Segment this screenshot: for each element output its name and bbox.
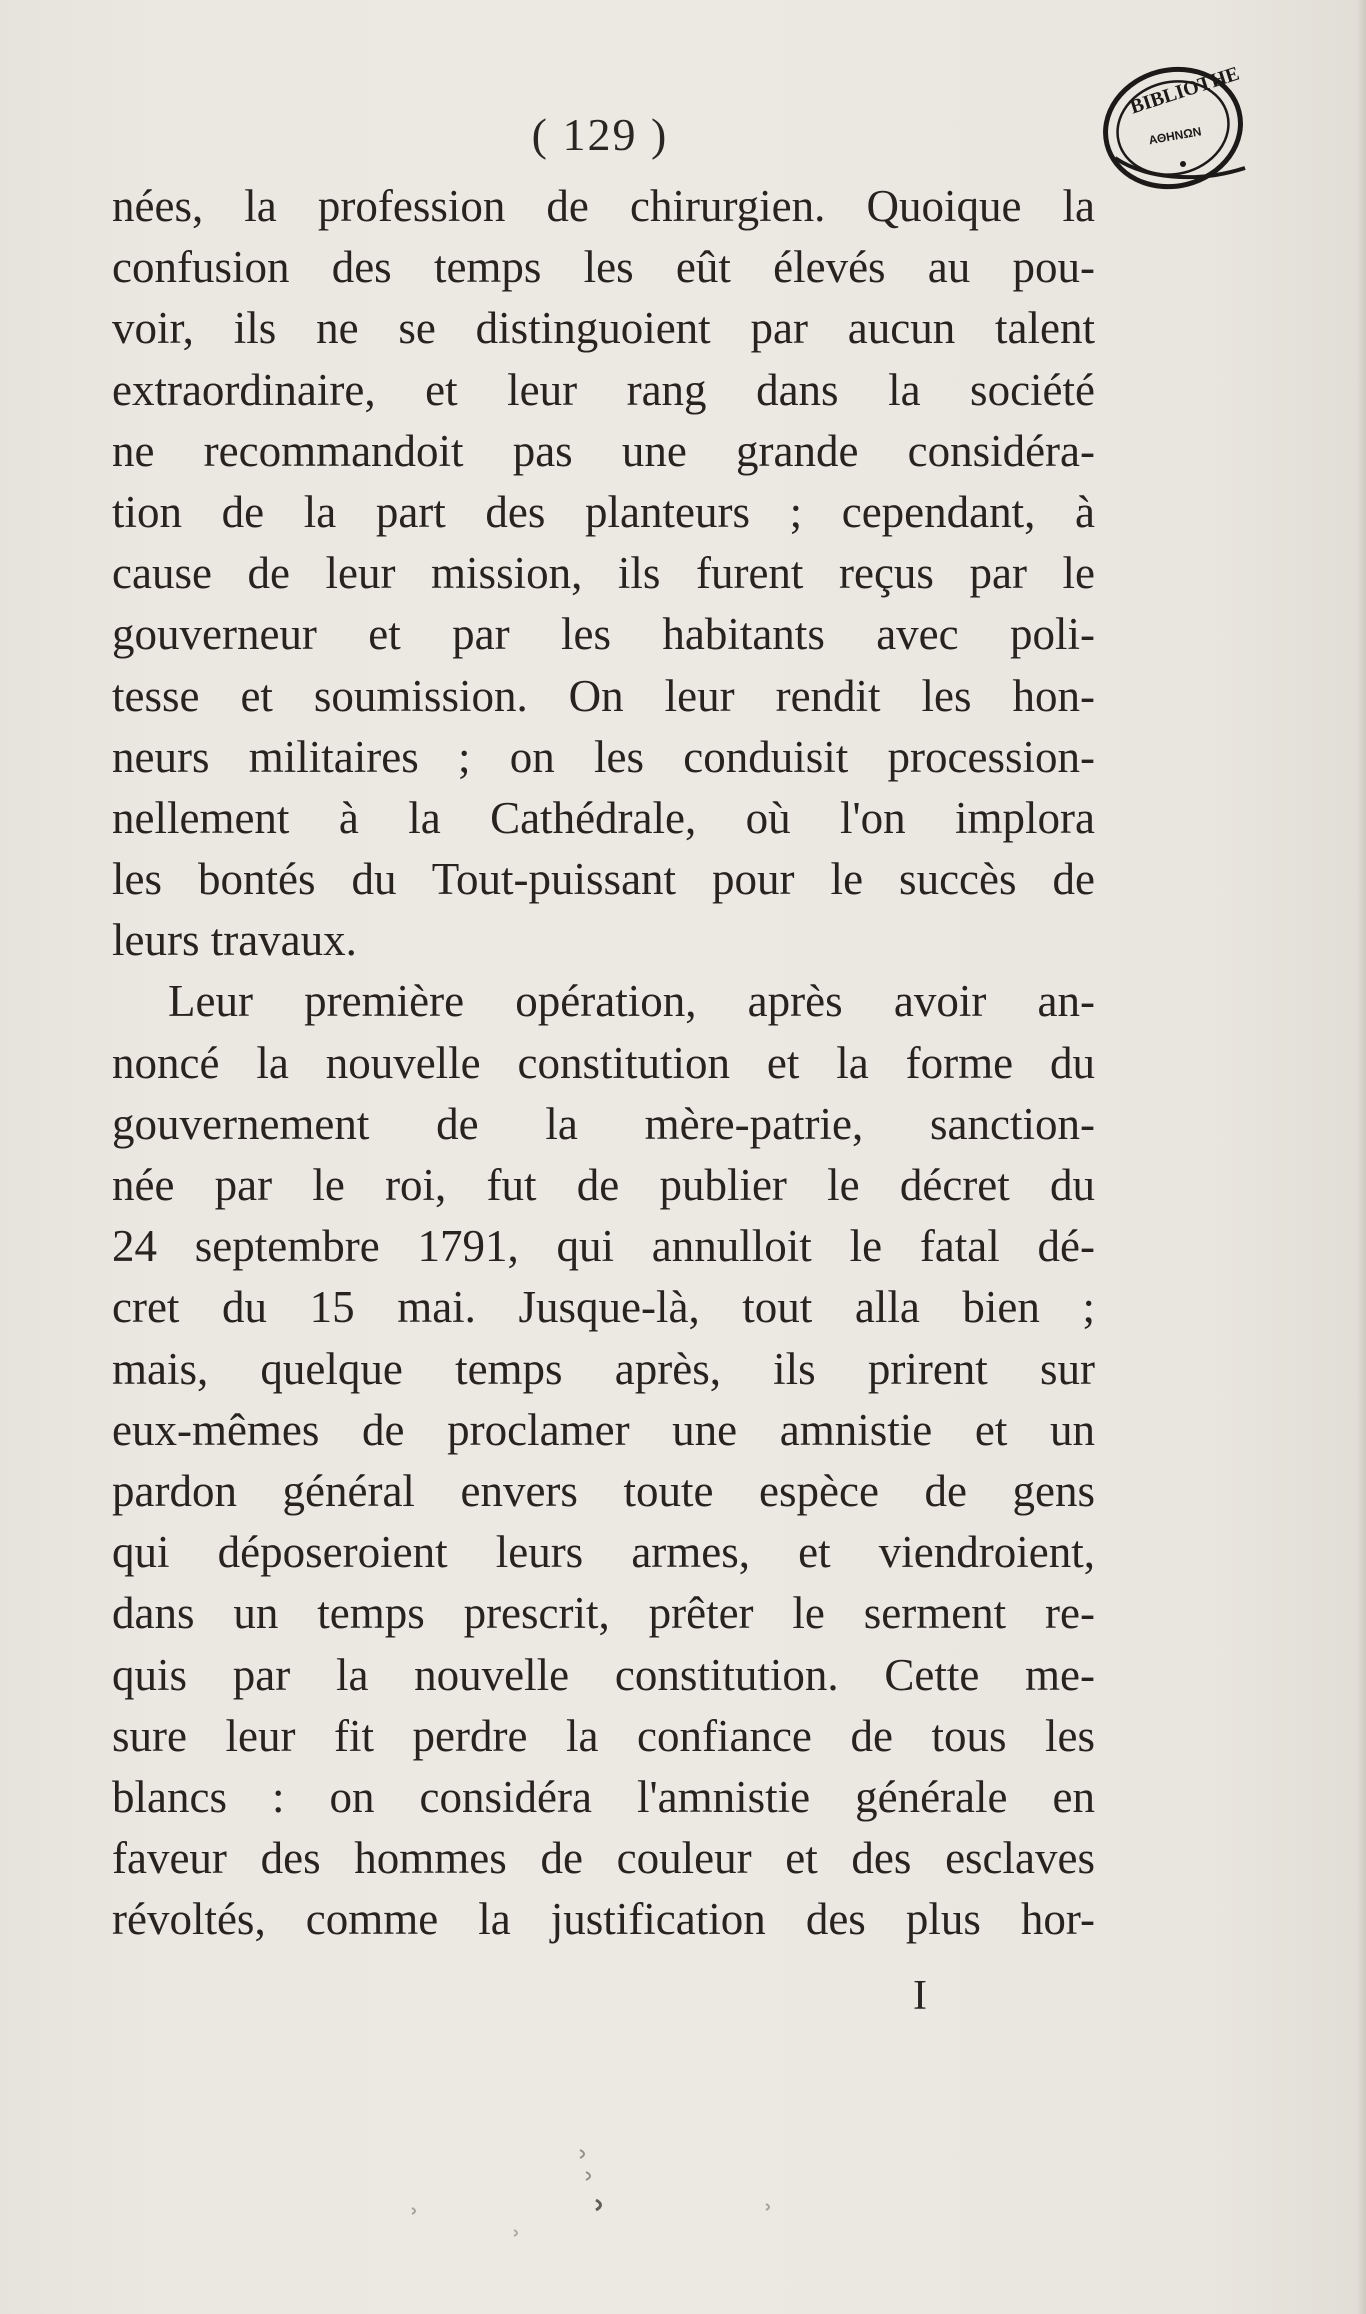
text-line: les bontés du Tout-puissant pour le succès de	[112, 854, 1095, 905]
text-line: voir, ils ne se distinguoient par aucun talent	[112, 303, 1095, 354]
signature-mark: I	[913, 1973, 927, 2019]
text-line: noncé la nouvelle constitution et la forme du	[112, 1037, 1095, 1088]
text-line: gouverneur et par les habitants avec poli-	[112, 609, 1095, 660]
page-number: ( 129 )	[531, 109, 669, 160]
svg-text:ΑΘΗΝΩΝ: ΑΘΗΝΩΝ	[1147, 124, 1203, 148]
text-line: Leur première opération, après avoir an-	[168, 976, 1095, 1027]
library-stamp	[1075, 56, 1265, 206]
text-line: qui déposeroient leurs armes, et viendroient,	[112, 1527, 1095, 1578]
text-line: tesse et soumission. On leur rendit les hon-	[112, 670, 1095, 721]
text-line: quis par la nouvelle constitution. Cette me-	[112, 1649, 1095, 1700]
paragraph-2	[112, 971, 1095, 1950]
text-line: nées, la profession de chirurgien. Quoique la	[112, 181, 1095, 231]
paragraph-1	[112, 176, 1095, 971]
text-line: extraordinaire, et leur rang dans la société	[112, 364, 1095, 415]
page-body-text	[112, 176, 1095, 1950]
text-line: neurs militaires ; on les conduisit procession-	[112, 731, 1095, 782]
text-line: confusion des temps les eût élevés au pou-	[112, 242, 1095, 293]
text-line: leurs travaux.	[112, 915, 357, 966]
text-line: dans un temps prescrit, prêter le serment re-	[112, 1588, 1095, 1639]
text-line: eux-mêmes de proclamer une amnistie et un	[112, 1404, 1095, 1455]
text-line: nellement à la Cathédrale, où l'on implora	[112, 792, 1095, 843]
text-line: gouvernement de la mère-patrie, sanction-	[112, 1098, 1095, 1149]
text-line: cause de leur mission, ils furent reçus par le	[112, 548, 1095, 599]
text-line: ne recommandoit pas une grande considéra-	[112, 425, 1095, 476]
text-line: 24 septembre 1791, qui annulloit le fatal dé-	[112, 1221, 1095, 1272]
text-line: cret du 15 mai. Jusque-là, tout alla bien ;	[112, 1282, 1095, 1333]
text-line: née par le roi, fut de publier le décret du	[112, 1160, 1095, 1210]
text-line: mais, quelque temps après, ils prirent sur	[112, 1343, 1095, 1394]
text-line: blancs : on considéra l'amnistie générale en	[112, 1771, 1095, 1822]
svg-text:BIBLIOTHE: BIBLIOTHE	[1127, 62, 1243, 119]
bleed-through-marks	[390, 2130, 790, 2250]
text-line: sure leur fit perdre la confiance de tous les	[112, 1710, 1095, 1761]
text-line: faveur des hommes de couleur et des esclaves	[112, 1833, 1095, 1884]
page-edge-shadow	[1356, 0, 1366, 2314]
text-line: pardon général envers toute espèce de gens	[112, 1465, 1095, 1516]
text-line: tion de la part des planteurs ; cependant, à	[112, 486, 1095, 537]
text-line: révoltés, comme la justification des plus hor-	[112, 1894, 1095, 1945]
